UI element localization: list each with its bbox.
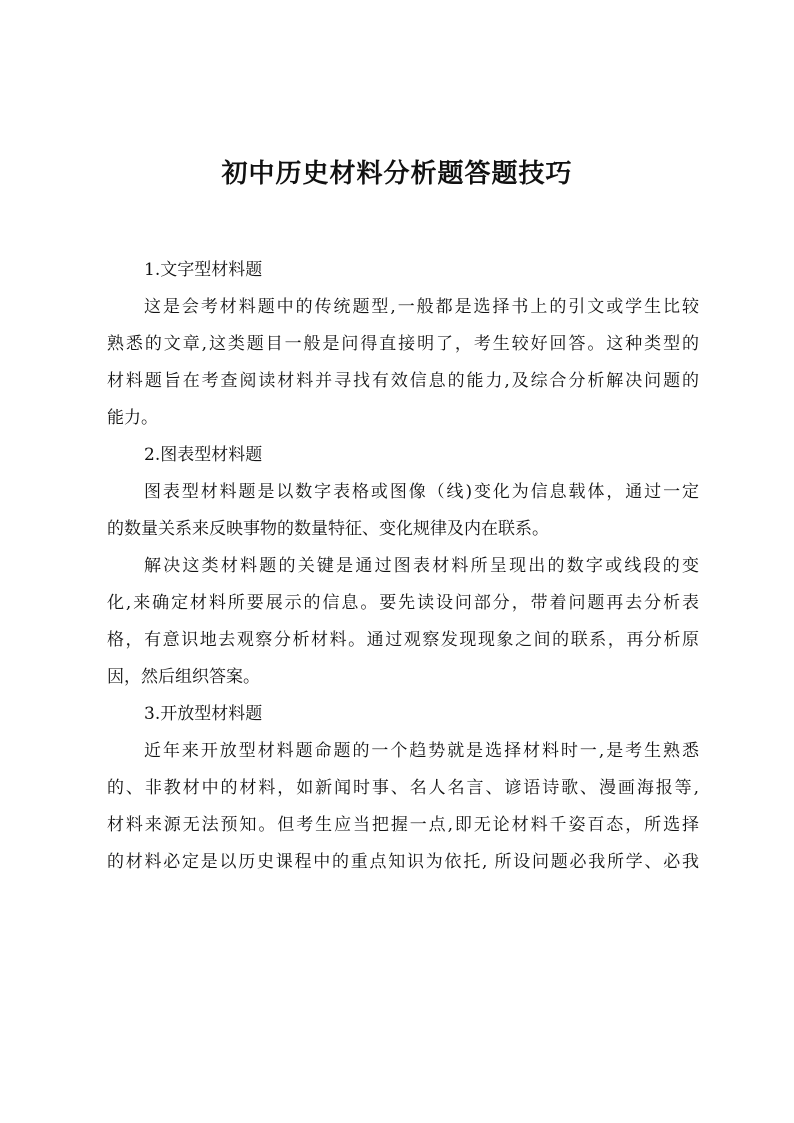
text-line: 熟悉的文章,这类题目一般是问得直接明了，考生较好回答。这种类型的 [107, 334, 699, 354]
text-line: 1.文字型材料题 [144, 260, 263, 280]
text-line: 的数量关系来反映事物的数量特征、变化规律及内在联系。 [107, 519, 549, 539]
text-line: 能力。 [107, 408, 158, 428]
page-title: 初中历史材料分析题答题技巧 [221, 159, 573, 189]
text-line: 的材料必定是以历史课程中的重点知识为依托, 所设问题必我所学、必我 [107, 852, 699, 872]
text-line: 解决这类材料题的关键是通过图表材料所呈现出的数字或线段的变 [144, 556, 699, 576]
text-line: 图表型材料题是以数字表格或图像（线)变化为信息载体，通过一定 [144, 482, 699, 502]
text-line: 近年来开放型材料题命题的一个趋势就是选择材料时一,是考生熟悉 [144, 741, 699, 761]
text-line: 这是会考材料题中的传统题型,一般都是选择书上的引文或学生比较 [144, 297, 699, 317]
document-body [107, 253, 699, 882]
text-line: 的、非教材中的材料，如新闻时事、名人名言、谚语诗歌、漫画海报等, [107, 778, 699, 798]
text-line: 材料题旨在考查阅读材料并寻找有效信息的能力,及综合分析解决问题的 [107, 371, 699, 391]
text-line: 因，然后组织答案。 [107, 667, 260, 687]
text-line: 材料来源无法预知。但考生应当把握一点,即无论材料千姿百态，所选择 [107, 815, 699, 835]
text-line: 格，有意识地去观察分析材料。通过观察发现现象之间的联系，再分析原 [107, 630, 699, 650]
text-line: 3.开放型材料题 [144, 704, 263, 724]
text-line: 化,来确定材料所要展示的信息。要先读设问部分，带着问题再去分析表 [107, 593, 699, 613]
text-line: 2.图表型材料题 [144, 445, 263, 465]
